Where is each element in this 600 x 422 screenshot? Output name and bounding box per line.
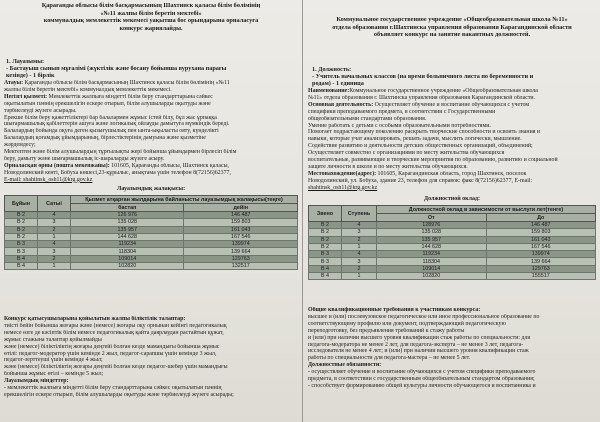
kazakh-requirements bbox=[4, 316, 299, 399]
table-subheader: дейін bbox=[184, 204, 298, 212]
body-line: Негізгі қызметі: Мемлекеттік жалпыға міндетті білім беру стандарттарына сәйкес bbox=[4, 93, 213, 100]
body-line: общеобязательными стандартами образования. bbox=[308, 115, 427, 122]
requirements-title: Конкурс қатысушыларына қойылатын жалпы біліктілік талаптар: bbox=[4, 316, 186, 322]
russian-column bbox=[304, 0, 600, 422]
header-line: объявляет конкурс на занятие вакантных должностей. bbox=[373, 31, 531, 39]
body-line: өтілі: педагог-модератор үшін кемінде 2 жыл, педагог-сарапшы үшін кемінде 3 жыл, bbox=[4, 350, 217, 357]
table-row: В 2 4 128976 146 487 bbox=[309, 222, 596, 229]
kazakh-body bbox=[4, 80, 299, 184]
table-subheader: бастап bbox=[71, 204, 184, 212]
table-subheader: От bbox=[377, 214, 487, 222]
table-row: В 4 1 102820 132517 bbox=[5, 263, 298, 270]
position-title: - Бастауыш сынып мұғалімі (жүктілік және босану бойынша вурухана парағы bbox=[6, 65, 227, 72]
body-line: защите личности в школе и по месту жительства обучающихся. bbox=[308, 163, 468, 170]
header-line: конкурс жариялайды. bbox=[119, 24, 183, 32]
duties-title: Лауазымдық міндеттер: bbox=[4, 378, 69, 385]
body-line: специфики преподаваемого предмета, в соответствии с Государственными bbox=[308, 108, 496, 115]
body-line: работы по специальности для педагога-мастера – не менее 5 лет. bbox=[308, 355, 471, 362]
body-line: Балалардың қоғамдық ұйымдарының, бірлестіктерінің дамуына және қызметіне bbox=[4, 135, 206, 142]
table-row: В 2 3 135 028 159 803 bbox=[5, 219, 298, 226]
table-row: В 2 1 144 628 167 546 bbox=[309, 243, 596, 250]
header-line: Коммунальное государственное учреждение «Общеобразовательная школа №11» bbox=[336, 16, 568, 23]
body-line: и (или) при наличии высшего уровня квалификации стаж работы по специальности: для bbox=[308, 334, 531, 341]
table-row: В 3 4 119234 139974 bbox=[309, 251, 596, 258]
requirements-title: Общие квалификационные требования к участникам конкурса: bbox=[308, 307, 481, 313]
duties-title: Должностные обязанности: bbox=[308, 362, 382, 369]
table-header: Ступень bbox=[342, 206, 377, 222]
body-line: оқытылатын пәннің ерекшелігін ескере отырып, білім алушыларды оқытуды және bbox=[4, 100, 211, 107]
body-line: жәрдемдесу; bbox=[4, 142, 36, 149]
position-label: 1. Лауазымы: bbox=[6, 58, 45, 65]
body-line: жалпы білім беретін мектебі» коммуналдық мемлекеттік мекемесі. bbox=[4, 86, 172, 93]
russian-header bbox=[308, 16, 596, 39]
table-row: В 2 1 144 628 167 546 bbox=[5, 233, 298, 240]
table-row: В 2 2 135 957 161 043 bbox=[309, 236, 596, 243]
body-line: Местонахождение(адрес): 101605, Карагандинская область, город Шахтинск, поселок bbox=[308, 170, 527, 177]
body-line: - осуществляет обучение и воспитание обучающихся с учетом специфики преподаваемого bbox=[308, 369, 536, 376]
russian-requirements bbox=[308, 307, 597, 390]
body-line: Содействие развитию и деятельности детских общественных организаций, объединений; bbox=[308, 143, 533, 150]
kazakh-header bbox=[4, 2, 298, 32]
body-line: тиісті бейін бойынша жоғары және (немесе) жоғары оқу орнынан кейінгі педагогикалық bbox=[4, 322, 227, 329]
body-line: shahtinsk_osh11@krg.gov.kz bbox=[308, 184, 378, 191]
body-line: бойынша жұмыс өтілі – кемінде 5 жыл; bbox=[4, 371, 104, 378]
table-header: Қызмет атқарған жылдарына байланысты лауазымдық жалақысы(теңге) bbox=[71, 196, 298, 204]
table-row: В 4 2 109014 129763 bbox=[309, 265, 596, 272]
body-line: және (немесе) біліктіліктің жоғары деңгейі болған кезде педагог-шебер үшін мамандығы bbox=[4, 364, 228, 371]
body-line: Умение работать с детьми с особыми образовательными потребностями. bbox=[308, 122, 491, 129]
table-row: В 2 2 135 957 161 043 bbox=[5, 226, 298, 233]
russian-body bbox=[308, 88, 597, 192]
table-row: В 4 1 102820 155517 bbox=[309, 273, 596, 280]
salary-table-title: Должностной оклад: bbox=[423, 196, 481, 202]
body-line: воспитательные, развивающие и творческие мероприятия по образованию, развитию и социальной bbox=[308, 157, 558, 164]
header-line: отдела образования г.Шахтинска управления образования Карагандинской области bbox=[332, 23, 572, 31]
table-row: В 4 2 109014 129763 bbox=[5, 255, 298, 262]
body-line: және (немесе) біліктіліктің жоғары деңгейі болған кезде мамандығы бойынша жұмыс bbox=[4, 343, 220, 350]
header-line: коммуналдық мемлекеттік мекемесі уақытша бос орындарына орналасуға bbox=[43, 17, 259, 25]
body-line: соответствующему профилю или документ, подтверждающий педагогическую bbox=[308, 320, 506, 327]
column-divider bbox=[302, 0, 303, 422]
header-line: Қарағанды облысы білім басқармасының Шахтинск қаласы білім бөлімінің bbox=[41, 2, 261, 9]
table-header: Сатыі bbox=[38, 196, 71, 212]
salary-table-title: Лауазымдық жалақысы: bbox=[116, 186, 186, 192]
body-line: педагог-зерттеуші үшін кемінде 4 жыл; bbox=[4, 357, 103, 364]
position-label: 1. Должность: bbox=[312, 66, 352, 73]
table-header: Должностной оклад в зависимости от выслуги лет(тенге) bbox=[377, 206, 596, 214]
table-row: В 3 3 118304 139 664 bbox=[309, 258, 596, 265]
body-line: шығармашылық қабілеттерін ашуға және логикалық ойлауды дамытуға мүмкіндік береді. bbox=[4, 121, 230, 128]
body-line: №11» отдела образования г. Шахтинска управления образования Карагандинской области. bbox=[308, 94, 536, 101]
body-line: беру, дамыту және шығармашылық іс-шараларды жүзеге асыру. bbox=[4, 155, 165, 162]
table-subheader: До bbox=[486, 214, 596, 222]
body-line: Орналасқан орны (пошта мекенжайы): 101605, Қарағанды облысы, Шахтинск қаласы, bbox=[4, 162, 230, 169]
body-line: Осуществляет совместно с организациями по месту жительства обучающихся bbox=[308, 150, 505, 157]
body-line: Балалардың бойында оқуға деген қызығушылық пен ынта-ықыласты ояту, күнделікті bbox=[4, 128, 219, 135]
table-row: В 2 3 135 028 159 803 bbox=[309, 229, 596, 236]
table-row: В 3 4 119234 139974 bbox=[5, 241, 298, 248]
table-header: Звено bbox=[309, 206, 342, 222]
header-line: «№11 жалпы білім беретін мектебі» bbox=[100, 9, 202, 17]
body-line: высшее и (или) послевузовское педагогическое или иное профессиональное образование по bbox=[308, 313, 540, 320]
body-line: предмета, в соответствии с государственным общеобязательным стандартом образования; bbox=[308, 376, 535, 383]
body-line: - мемлекеттік жалпыға міндетті білім беру стандарттарына сәйкес оқытылатын пәннің bbox=[4, 385, 222, 392]
body-line: тәрбиелеуді жүзеге асырады. bbox=[4, 107, 77, 114]
table-row: В 3 3 118304 139 664 bbox=[5, 248, 298, 255]
body-line: Атауы: Қарағанды облысы білім басқармасының Шахтинск қаласы білім бөлімінің «№11 bbox=[4, 80, 230, 86]
body-line: навыки, которые учат анализировать, решать задачи, мыслить логически, мышление. bbox=[308, 136, 522, 143]
body-line: Новодолинский, ул. Бобуха, здание 23, телефон для справок: факс 8(72156)62377, E-mail: bbox=[308, 177, 533, 184]
position-title: - Учитель начальных классов (на время больничного листа по беременности и bbox=[312, 73, 534, 80]
table-header: Бұйын bbox=[5, 196, 38, 212]
body-line: немесе өзге де кәсіптік білім немесе педагогикалық қайта даярлаудан растайтын құжат, bbox=[4, 329, 224, 336]
body-line: ерекшелігін ескере отырып, білім алушыларды оқытуды және тәрбиелеуді жүзеге асырады; bbox=[4, 391, 234, 398]
position-count: кезінде) - 1 бірлік bbox=[6, 72, 55, 79]
body-line: Помогает подрастающему поколению раскрыть творческие способности и освоить знания и bbox=[308, 129, 541, 136]
body-line: исследователя не менее 4 лет; и (или) при наличии высшего уровня квалификации стаж bbox=[308, 348, 529, 355]
body-line: Новодолинский кенті, Бобуха көшесі,23-құрылыс, анықтама үшін телефон 8(72156)62377, bbox=[4, 169, 231, 176]
salary-table bbox=[308, 205, 596, 280]
body-line: - способствует формированию общей культуры личности обучающегося и воспитанника и bbox=[308, 382, 536, 389]
body-line: Ерекше білім беру қажеттіліктері бар балалармен жұмыс істей білу, бұл жас ұрпаққа bbox=[4, 114, 217, 121]
salary-table bbox=[4, 195, 298, 270]
table-row: В 2 4 126 976 146 487 bbox=[5, 212, 298, 219]
body-line: педагога-модератора не менее 2 лет, для педагога-эксперта – не менее 3 лет, педагога- bbox=[308, 341, 524, 348]
body-line: жұмыс стажына талаптар қойылмайды bbox=[4, 336, 102, 343]
position-count: родам) - 1 единица bbox=[312, 80, 364, 87]
body-line: Мектептен және білім алушылардың тұрғылықты жері бойынша ұйымдармен бірлесіп білім bbox=[4, 149, 237, 156]
body-line: переподготовку, без предъявления требований к стажу работы bbox=[308, 327, 465, 334]
body-line: Основная деятельность: Осуществляет обучение и воспитание обучающихся с учетом bbox=[308, 101, 530, 108]
body-line: E-mail: shahtinsk_osh11@krg.gov.kz bbox=[4, 176, 93, 183]
body-line: Наименование:Коммунальное государственное учреждение «Общеобразовательная школа bbox=[308, 88, 538, 94]
